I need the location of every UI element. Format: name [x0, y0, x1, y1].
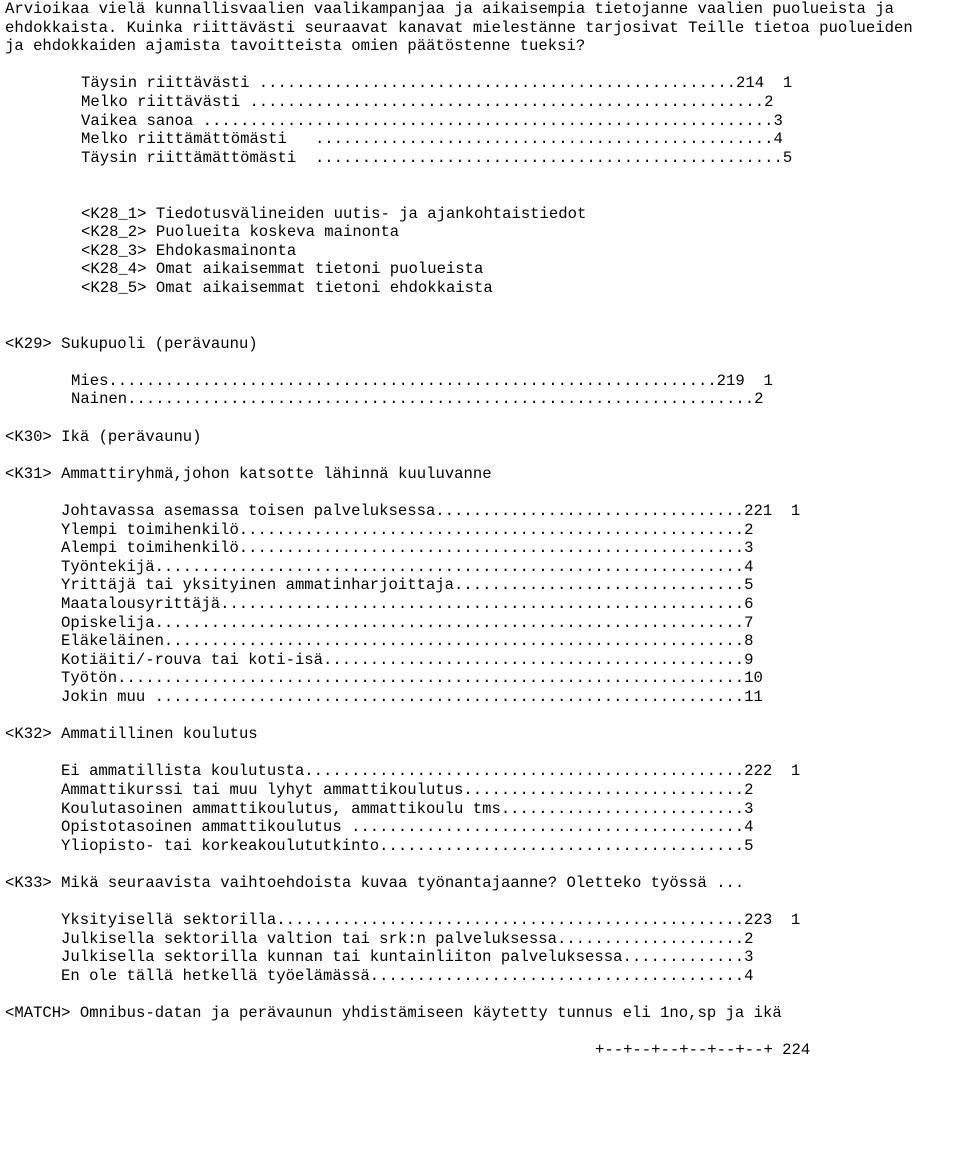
option-line: Melko riittävästi .......................................................2	[81, 92, 774, 111]
k28-item: <K28_5> Omat aikaisemmat tietoni ehdokkaista	[81, 278, 493, 297]
option-line: Alempi toimihenkilö......................................................3	[61, 539, 754, 558]
option-line: En ole tällä hetkellä työelämässä........................................4	[61, 966, 754, 985]
intro-line: Arvioikaa vielä kunnallisvaalien vaalikampanjaa ja aikaisempia tietojanne vaalien puolueista ja	[5, 0, 894, 18]
option-line: Yksityisellä sektorilla..................................................223 1	[61, 911, 801, 930]
option-line: Julkisella sektorilla kunnan tai kuntainliiton palveluksessa.............3	[61, 948, 754, 967]
option-line: Koulutasoinen ammattikoulutus, ammattikoulu tms..........................3	[61, 799, 754, 818]
option-line: Eläkeläinen..............................................................8	[61, 632, 754, 651]
question-label-k29: <K29> Sukupuoli (perävaunu)	[5, 334, 258, 353]
question-label-k33: <K33> Mikä seuraavista vaihtoehdoista kuvaa työnantajaanne? Oletteko työssä ...	[5, 873, 745, 892]
option-line: Työtön...................................................................10	[61, 669, 763, 688]
intro-line: ja ehdokkaiden ajamista tavoitteista omien päätöstenne tueksi?	[5, 37, 586, 56]
k29-options	[5, 372, 955, 409]
k28-item: <K28_3> Ehdokasmainonta	[81, 241, 297, 260]
k28-items	[5, 205, 955, 298]
k33-options	[5, 911, 955, 985]
question-label-k32: <K32> Ammatillinen koulutus	[5, 725, 258, 744]
k28-item: <K28_2> Puolueita koskeva mainonta	[81, 223, 400, 242]
intro-line: ehdokkaista. Kuinka riittävästi seuraavat kanavat mielestänne tarjosivat Teille tietoa puolueiden	[5, 18, 913, 37]
option-line: Yrittäjä tai yksityinen ammatinharjoittaja...............................5	[61, 576, 754, 595]
option-line: Nainen...................................................................2	[71, 390, 764, 409]
option-line: Ei ammatillista koulutusta...............................................222 1	[61, 762, 801, 781]
option-line: Työntekijä...............................................................4	[61, 557, 754, 576]
option-line: Yliopisto- tai korkeakoulututkinto.......................................5	[61, 836, 754, 855]
match-field: +--+--+--+--+--+--+ 224	[595, 1041, 811, 1060]
option-line: Kotiäiti/-rouva tai koti-isä.............................................9	[61, 650, 754, 669]
option-line: Melko riittämättömästi .................................................4	[81, 130, 783, 149]
option-line: Opistotasoinen ammattikoulutus ..........................................4	[61, 818, 754, 837]
k28-item: <K28_1> Tiedotusvälineiden uutis- ja ajankohtaistiedot	[81, 204, 587, 223]
k28-item: <K28_4> Omat aikaisemmat tietoni puolueista	[81, 260, 484, 279]
codebook-page	[5, 0, 955, 1060]
option-line: Johtavassa asemassa toisen palveluksessa.................................221 1	[61, 502, 801, 521]
option-line: Opiskelija...............................................................7	[61, 613, 754, 632]
question-label-match: <MATCH> Omnibus-datan ja perävaunun yhdistämiseen käytetty tunnus eli 1no,sp ja ikä	[5, 1004, 782, 1023]
option-line: Mies.................................................................219 1	[71, 371, 773, 390]
option-line: Ammattikurssi tai muu lyhyt ammattikoulutus..............................2	[61, 780, 754, 799]
k32-options	[5, 762, 955, 855]
question-label-k30: <K30> Ikä (perävaunu)	[5, 427, 202, 446]
option-line: Täysin riittävästi ...................................................214 1	[81, 74, 793, 93]
option-line: Maatalousyrittäjä........................................................6	[61, 595, 754, 613]
option-line: Jokin muu ...............................................................11	[61, 687, 763, 706]
option-line: Täysin riittämättömästi ..................................................5	[81, 148, 793, 167]
intro-text	[5, 0, 955, 56]
k31-options	[5, 502, 955, 707]
option-line: Julkisella sektorilla valtion tai srk:n palveluksessa....................2	[61, 929, 754, 948]
option-line: Vaikea sanoa .............................................................3	[81, 111, 783, 130]
option-line: Ylempi toimihenkilö......................................................2	[61, 520, 754, 539]
k28-options	[5, 74, 955, 167]
question-label-k31: <K31> Ammattiryhmä,johon katsotte lähinnä kuuluvanne	[5, 464, 492, 483]
